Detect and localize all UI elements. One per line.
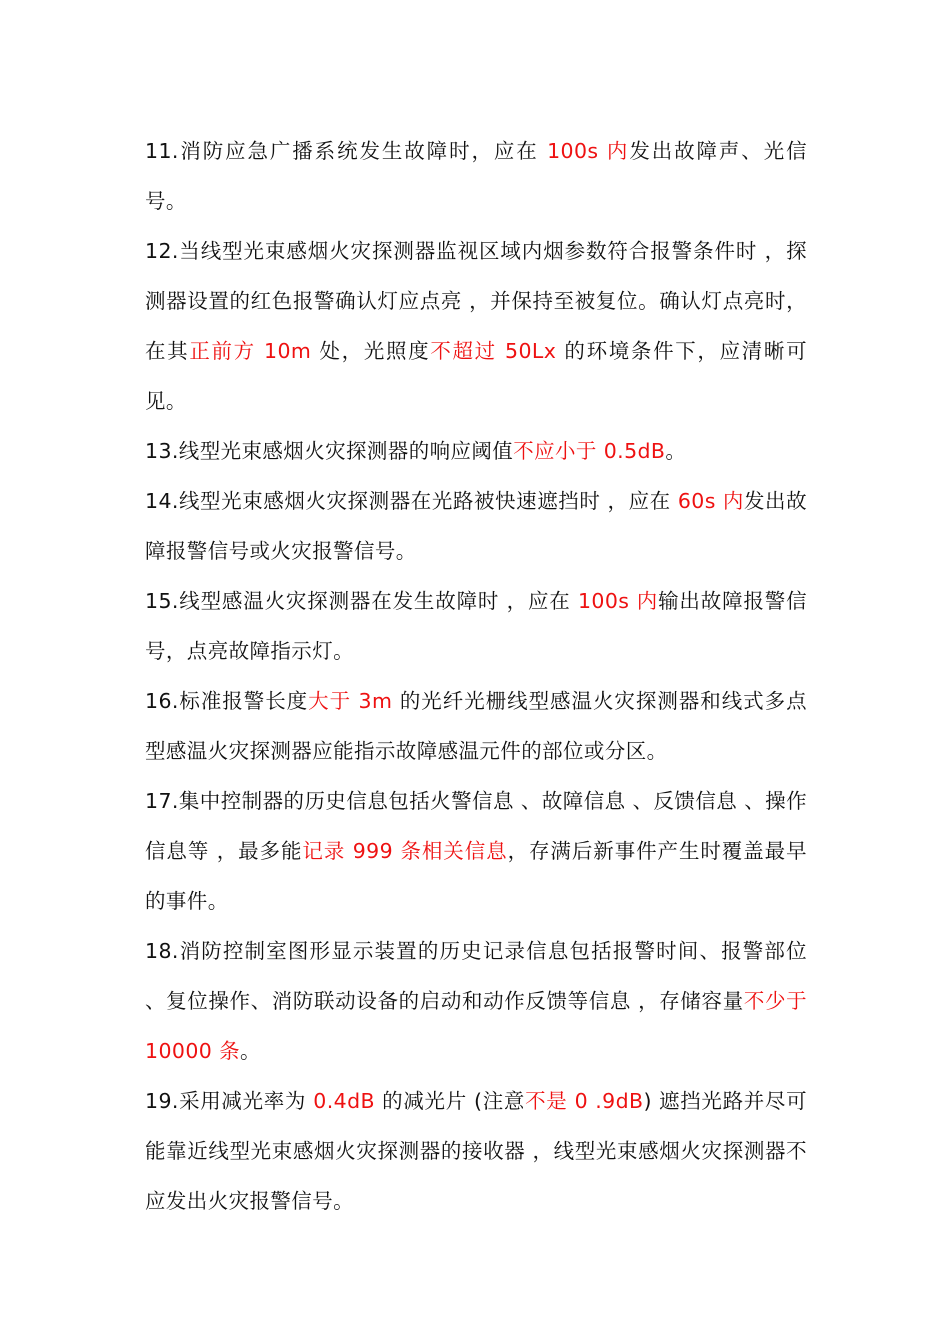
list-item <box>145 676 807 776</box>
body-text: 发出故障报警信号或火灾报警信号。 <box>145 489 807 563</box>
highlighted-text: 正前方 10m <box>189 339 312 363</box>
list-item <box>145 776 807 926</box>
body-text: 18.消防控制室图形显示装置的历史记录信息包括报警时间、报警部位 、复位操作、消防联动设备的启动和动作反馈等信息 ，存储容量 <box>145 939 807 1013</box>
highlighted-text: 大于 3m <box>308 689 393 713</box>
list-item <box>145 226 807 426</box>
body-text: 的环境条件下，应清晰可见。 <box>145 339 808 413</box>
highlighted-text: 不是 0 .9dB <box>525 1089 644 1113</box>
document-body <box>145 126 807 1226</box>
list-item <box>145 1076 807 1226</box>
highlighted-text: 不应小于 0.5dB <box>513 439 666 463</box>
body-text: 12.当线型光束感烟火灾探测器监视区域内烟参数符合报警条件时 ，探测器设置的红色报警确认灯应点亮 ，并保持至被复位。确认灯点亮时，在其 <box>145 239 807 363</box>
list-item <box>145 126 807 226</box>
body-text: 处，光照度 <box>311 339 431 363</box>
body-text: 。 <box>240 1039 261 1063</box>
body-text: 14.线型光束感烟火灾探测器在光路被快速遮挡时 ，应在 <box>145 489 678 513</box>
body-text: 19.采用减光率为 <box>145 1089 314 1113</box>
highlighted-text: 100s 内 <box>577 589 659 613</box>
body-text: 的减光片 (注意 <box>374 1089 526 1113</box>
highlighted-text: 60s 内 <box>677 489 744 513</box>
body-text: 16.标准报警长度 <box>145 689 309 713</box>
body-text: 15.线型感温火灾探测器在发生故障时 ，应在 <box>145 589 578 613</box>
list-item <box>145 476 807 576</box>
body-text: 的光纤光栅线型感温火灾探测器和线式多点型感温火灾探测器应能指示故障感温元件的部位或分区。 <box>145 689 808 763</box>
body-text: 输出故障报警信号，点亮故障指示灯。 <box>145 589 807 663</box>
body-text: 13.线型光束感烟火灾探测器的响应阈值 <box>145 439 514 463</box>
highlighted-text: 0.4dB <box>313 1089 375 1113</box>
highlighted-text: 不少于 10000 条 <box>145 989 807 1063</box>
list-item <box>145 426 807 476</box>
body-text: 11.消防应急广播系统发生故障时，应在 <box>145 139 548 163</box>
highlighted-text: 记录 999 条相关信息 <box>302 839 508 863</box>
body-text: 发出故障声、光信号。 <box>145 139 807 213</box>
body-text: 。 <box>665 439 687 463</box>
body-text: 17.集中控制器的历史信息包括火警信息 、故障信息 、反馈信息 、操作信息等 ，最多能 <box>145 789 807 863</box>
list-item <box>145 926 807 1076</box>
body-text: ，存满后新事件产生时覆盖最早的事件。 <box>145 839 807 913</box>
list-item <box>145 576 807 676</box>
body-text: ) 遮挡光路并尽可能靠近线型光束感烟火灾探测器的接收器 ，线型光束感烟火灾探测器不应发出火灾报警信号。 <box>145 1089 807 1213</box>
highlighted-text: 不超过 50Lx <box>430 339 557 363</box>
highlighted-text: 100s 内 <box>547 139 630 163</box>
